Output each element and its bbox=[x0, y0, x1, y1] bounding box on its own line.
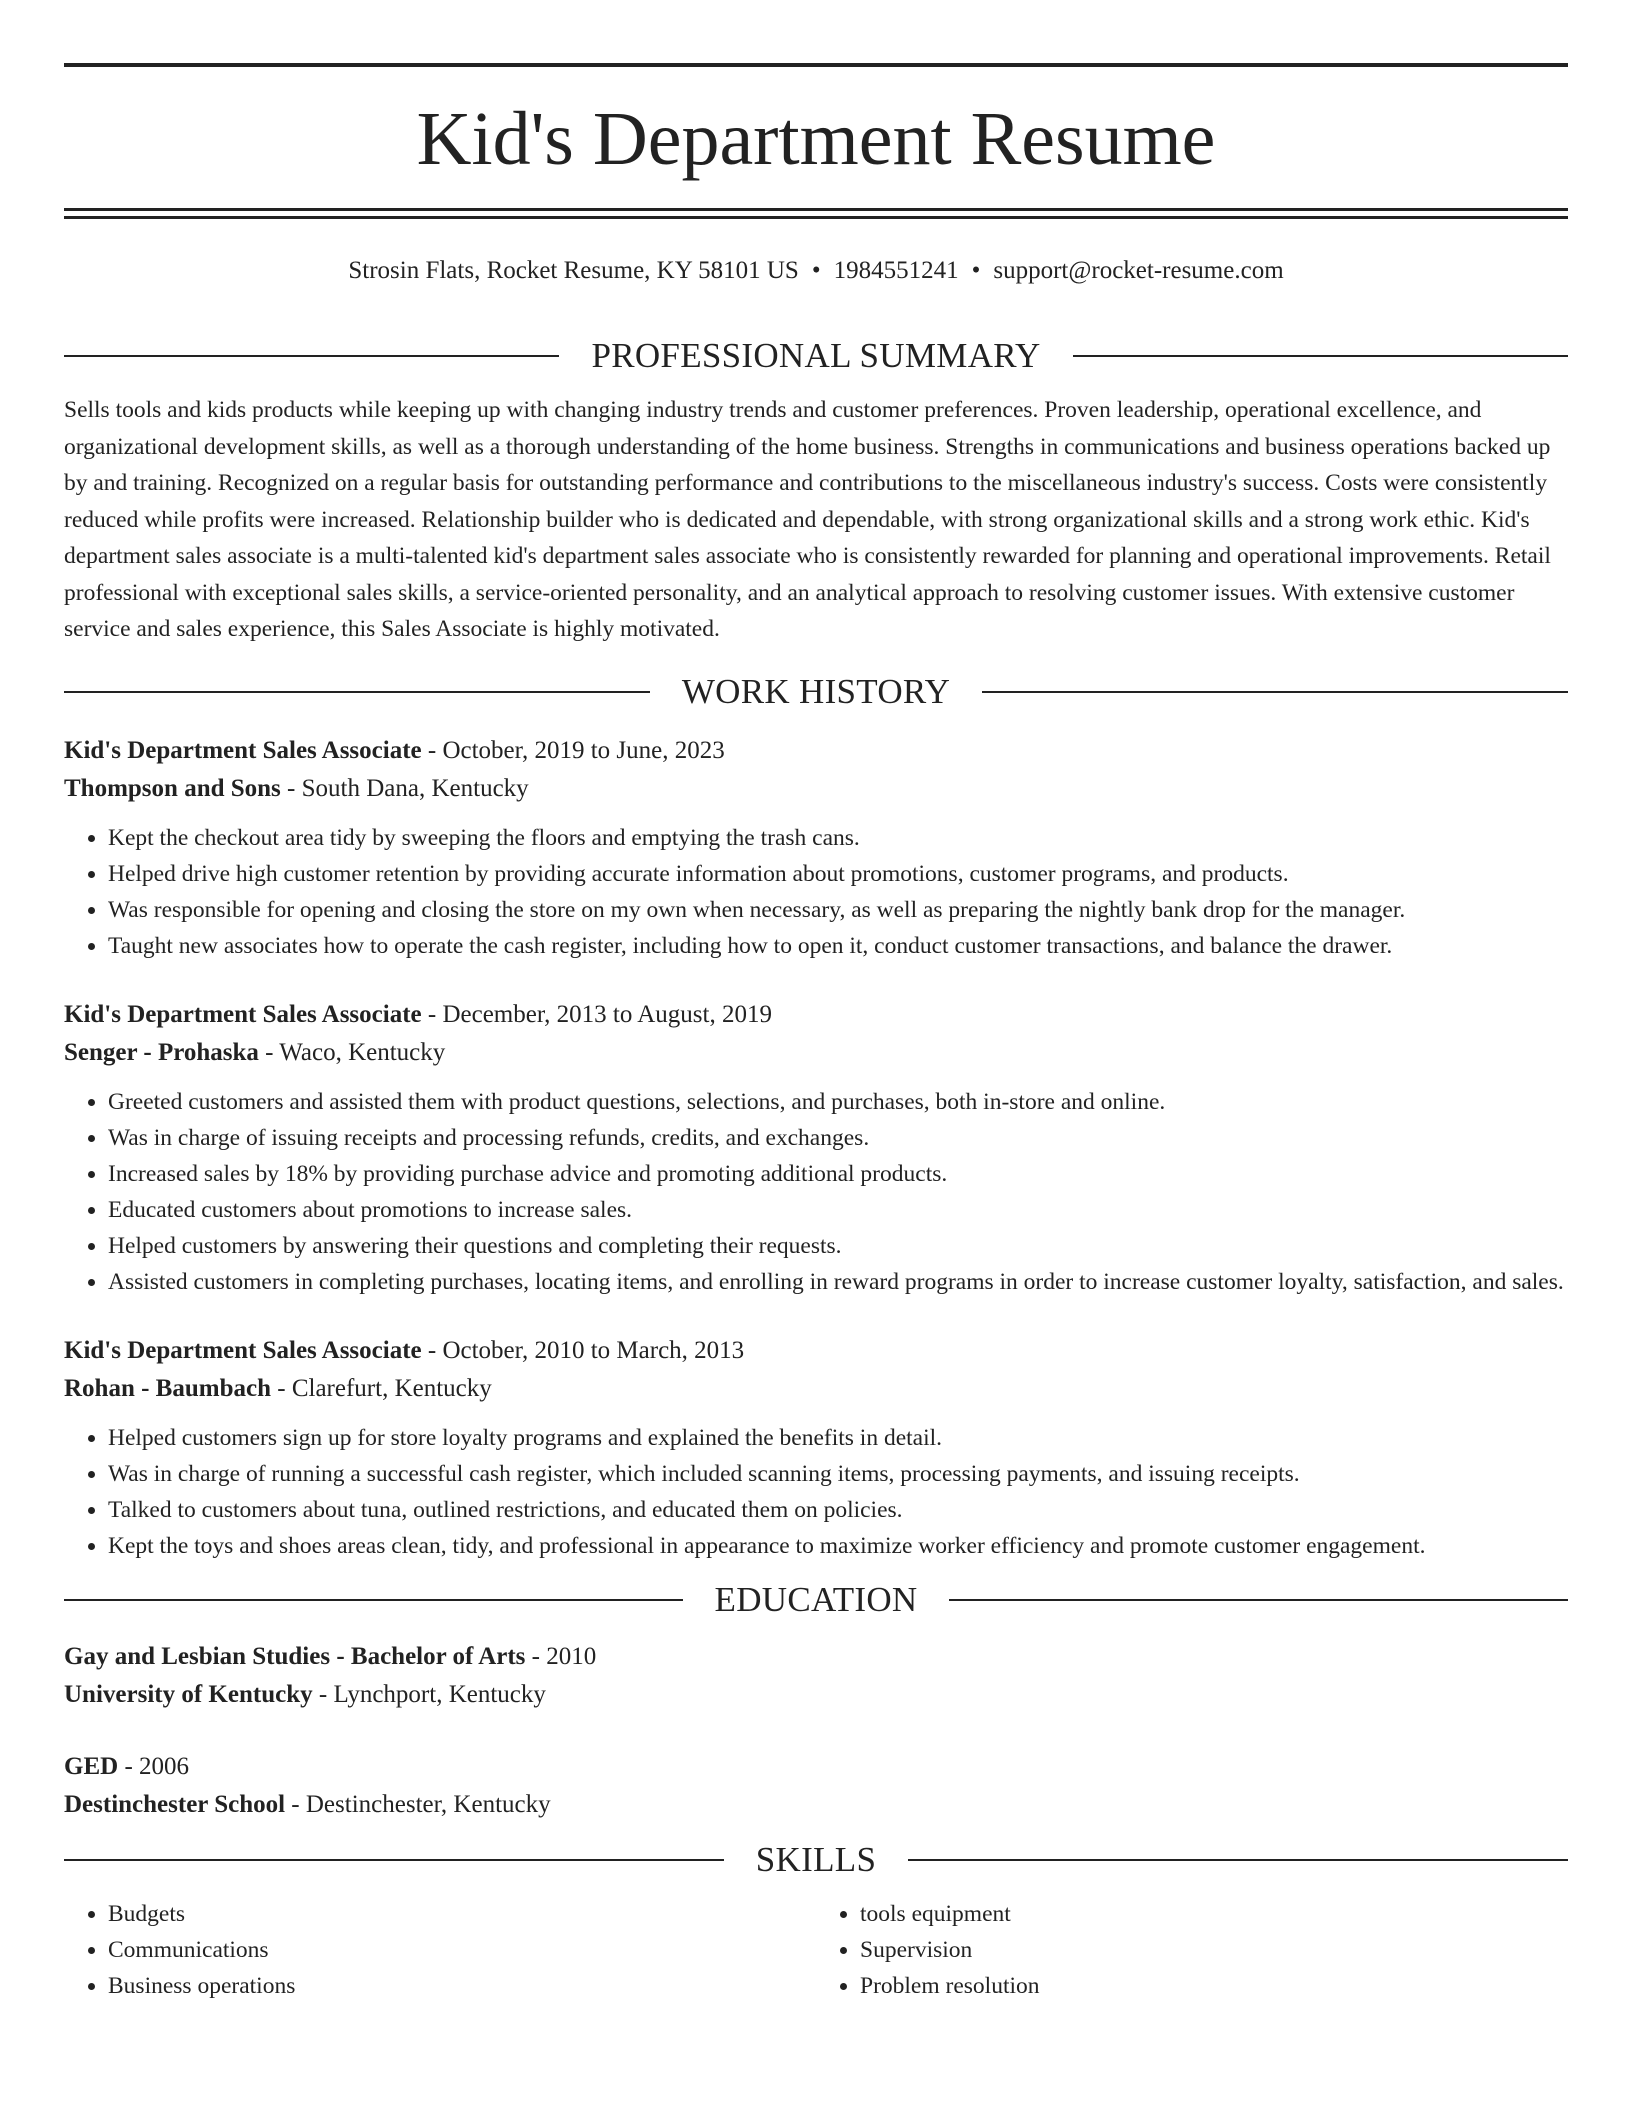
list-item: • Educated customers about promotions to increase sales. bbox=[108, 1192, 1568, 1228]
job-dates: October, 2019 to June, 2023 bbox=[442, 736, 725, 764]
skill-item: • Problem resolution bbox=[860, 1968, 1568, 2004]
job-dates: October, 2010 to March, 2013 bbox=[442, 1336, 745, 1364]
education-entry bbox=[64, 1748, 1568, 1824]
school-line bbox=[64, 1676, 1568, 1714]
skills-column-left bbox=[64, 1896, 816, 2004]
degree: GED bbox=[64, 1752, 119, 1780]
graduation-year: 2006 bbox=[139, 1752, 190, 1780]
list-item: • Was in charge of issuing receipts and processing refunds, credits, and exchanges. bbox=[108, 1120, 1568, 1156]
resume-title: Kid's Department Resume bbox=[416, 97, 1216, 181]
school-location: Lynchport, Kentucky bbox=[333, 1680, 546, 1708]
job-dates: December, 2013 to August, 2019 bbox=[442, 1000, 772, 1028]
degree-line bbox=[64, 1638, 1568, 1676]
school-location: Destinchester, Kentucky bbox=[305, 1790, 551, 1818]
dash: - bbox=[421, 1000, 443, 1028]
contact-phone: 1984551241 bbox=[833, 257, 959, 284]
work-list bbox=[64, 732, 1568, 1564]
job-bullets bbox=[64, 1420, 1568, 1564]
dash: - bbox=[271, 1374, 292, 1402]
dash: - bbox=[285, 1790, 306, 1818]
skills-column-right bbox=[816, 1896, 1568, 2004]
section-header-skills bbox=[64, 1834, 1568, 1886]
dash: - bbox=[280, 774, 302, 802]
section-title: EDUCATION bbox=[714, 1579, 918, 1619]
skill-item: • Budgets bbox=[108, 1896, 816, 1932]
list-item: • Was in charge of running a successful cash register, which included scanning items, processing payments, and issuing receipts. bbox=[108, 1456, 1568, 1492]
job-location: South Dana, Kentucky bbox=[301, 774, 529, 802]
dash: - bbox=[525, 1642, 547, 1670]
list-item: • Assisted customers in completing purchases, locating items, and enrolling in reward programs in order to increase customer loyalty, satisfaction, and sales. bbox=[108, 1264, 1568, 1300]
section-title: WORK HISTORY bbox=[681, 671, 951, 711]
dash: - bbox=[258, 1038, 280, 1066]
job-company-line bbox=[64, 1370, 1568, 1408]
job-bullets bbox=[64, 820, 1568, 964]
section-header-summary bbox=[64, 330, 1568, 382]
divider-line bbox=[64, 691, 650, 693]
dash: - bbox=[421, 1336, 443, 1364]
graduation-year: 2010 bbox=[546, 1642, 597, 1670]
dash: - bbox=[312, 1680, 334, 1708]
job-company-line bbox=[64, 770, 1568, 808]
school: Destinchester School bbox=[64, 1790, 286, 1818]
school: University of Kentucky bbox=[64, 1680, 313, 1708]
job-title-line bbox=[64, 1332, 1568, 1370]
divider-line bbox=[1073, 355, 1568, 357]
list-item: • Kept the checkout area tidy by sweeping the floors and emptying the trash cans. bbox=[108, 820, 1568, 856]
dash: - bbox=[118, 1752, 140, 1780]
job-title: Kid's Department Sales Associate bbox=[64, 1000, 422, 1028]
job-entry bbox=[64, 996, 1568, 1300]
job-company: Rohan - Baumbach bbox=[64, 1374, 271, 1402]
list-item: • Helped customers by answering their questions and completing their requests. bbox=[108, 1228, 1568, 1264]
section-title: PROFESSIONAL SUMMARY bbox=[591, 336, 1041, 375]
job-company: Thompson and Sons bbox=[64, 774, 281, 802]
summary-text: Sells tools and kids products while keeping up with changing industry trends and customer preferences. Proven leadership, operational excellence, and organizational development skills, as well as a thorough understanding of the home business. Strengths in communications and business operations backed up by and training. Recognized on a regular basis for outstanding performance and contributions to the miscellaneous industry's success. Costs were consistently reduced while profits were increased. Relationship builder who is dedicated and dependable, with strong organizational skills and a strong work ethic. Kid's department sales associate is a multi-talented kid's department sales associate who is consistently rewarded for planning and operational improvements. Retail professional with exceptional sales skills, a service-oriented personality, and an analytical approach to resolving customer issues. With extensive customer service and sales experience, this Sales Associate is highly motivated. bbox=[64, 397, 1551, 642]
resume-content bbox=[64, 330, 1568, 2004]
contact-line bbox=[64, 256, 1568, 286]
list-item: • Increased sales by 18% by providing purchase advice and promoting additional products. bbox=[108, 1156, 1568, 1192]
list-item: • Greeted customers and assisted them with product questions, selections, and purchases, both in-store and online. bbox=[108, 1084, 1568, 1120]
divider-line bbox=[64, 1599, 683, 1601]
job-title-line bbox=[64, 996, 1568, 1034]
contact-email: support@rocket-resume.com bbox=[993, 257, 1284, 284]
divider-line bbox=[64, 1859, 724, 1861]
job-title-line bbox=[64, 732, 1568, 770]
title-underline-1 bbox=[64, 208, 1568, 211]
job-entry bbox=[64, 732, 1568, 964]
skill-item: • Communications bbox=[108, 1932, 816, 1968]
list-item: • Helped drive high customer retention by providing accurate information about promotions, customer programs, and products. bbox=[108, 856, 1568, 892]
skill-item: • Business operations bbox=[108, 1968, 816, 2004]
divider-line bbox=[949, 1599, 1568, 1601]
contact-separator: • bbox=[971, 257, 981, 284]
education-entry bbox=[64, 1638, 1568, 1714]
top-rule bbox=[64, 63, 1568, 67]
divider-line bbox=[982, 691, 1568, 693]
job-title: Kid's Department Sales Associate bbox=[64, 1336, 422, 1364]
job-company-line bbox=[64, 1034, 1568, 1072]
contact-separator: • bbox=[811, 257, 821, 284]
list-item: • Taught new associates how to operate the cash register, including how to open it, conduct customer transactions, and balance the drawer. bbox=[108, 928, 1568, 964]
divider-line bbox=[64, 355, 559, 357]
job-title: Kid's Department Sales Associate bbox=[64, 736, 422, 764]
divider-line bbox=[908, 1859, 1568, 1861]
job-bullets bbox=[64, 1084, 1568, 1300]
list-item: • Talked to customers about tuna, outlined restrictions, and educated them on policies. bbox=[108, 1492, 1568, 1528]
skill-item: • tools equipment bbox=[860, 1896, 1568, 1932]
section-header-work bbox=[64, 666, 1568, 718]
title-underline-2 bbox=[64, 216, 1568, 219]
degree: Gay and Lesbian Studies - Bachelor of Arts bbox=[64, 1642, 526, 1670]
contact-address: Strosin Flats, Rocket Resume, KY 58101 US bbox=[348, 257, 799, 284]
list-item: • Was responsible for opening and closing the store on my own when necessary, as well as preparing the nightly bank drop for the manager. bbox=[108, 892, 1568, 928]
job-location: Waco, Kentucky bbox=[279, 1038, 446, 1066]
degree-line bbox=[64, 1748, 1568, 1786]
skill-item: • Supervision bbox=[860, 1932, 1568, 1968]
section-header-education bbox=[64, 1574, 1568, 1626]
list-item: • Kept the toys and shoes areas clean, tidy, and professional in appearance to maximize worker efficiency and promote customer engagement. bbox=[108, 1528, 1568, 1564]
school-line bbox=[64, 1786, 1568, 1824]
job-company: Senger - Prohaska bbox=[64, 1038, 259, 1066]
job-entry bbox=[64, 1332, 1568, 1564]
job-location: Clarefurt, Kentucky bbox=[291, 1374, 492, 1402]
dash: - bbox=[421, 736, 443, 764]
section-title: SKILLS bbox=[755, 1839, 877, 1879]
list-item: • Helped customers sign up for store loyalty programs and explained the benefits in detail. bbox=[108, 1420, 1568, 1456]
skills-list bbox=[64, 1896, 1568, 2004]
